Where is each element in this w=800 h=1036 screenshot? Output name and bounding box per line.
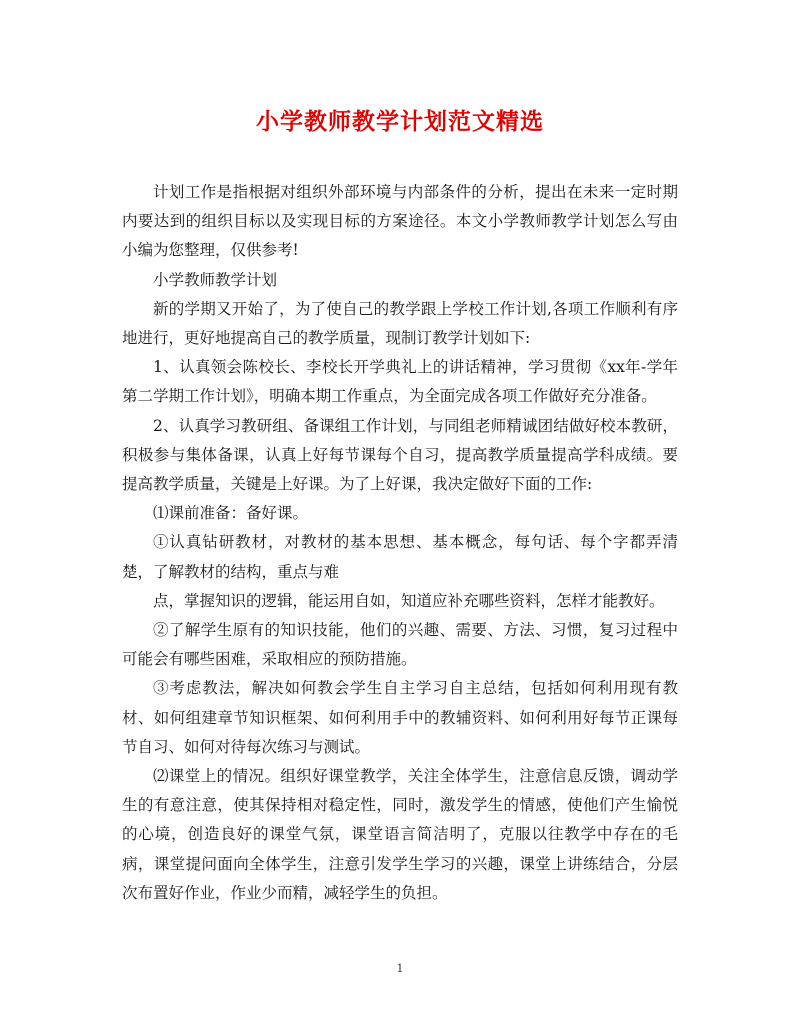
- paragraph-opening: 新的学期又开始了，为了使自己的教学跟上学校工作计划,各项工作顺利有序地进行，更好地提高自己的教学质量，现制订教学计划如下:: [122, 299, 678, 348]
- paragraph-prep-3: ③考虑教法，解决如何教会学生自主学习自主总结，包括如何利用现有教材、如何组建章节知识框架、如何利用手中的教辅资料、如何利用好每节正课每节自习、如何对待每次练习与测试。: [122, 679, 678, 756]
- paragraph-intro: 计划工作是指根据对组织外部环境与内部条件的分析，提出在未来一定时期内要达到的组织目标以及实现目标的方案途径。本文小学教师教学计划怎么写由小编为您整理，仅供参考!: [122, 183, 678, 260]
- paragraph-prep-1-cont: 点，掌握知识的逻辑，能运用自如，知道应补充哪些资料，怎样才能教好。: [153, 591, 665, 610]
- paragraph-item-2: 2、认真学习教研组、备课组工作计划，与同组老师精诚团结做好校本教研，积极参与集体备课，认真上好每节课每个自习，提高教学质量提高学科成绩。要提高教学质量，关键是上好课。为了上好课，我决定做好下面的工作:: [122, 416, 678, 494]
- paragraph-classroom: ⑵课堂上的情况。组织好课堂教学，关注全体学生，注意信息反馈，调动学生的有意注意，使其保持相对稳定性，同时，激发学生的情感，使他们产生愉悦的心境，创造良好的课堂气氛，课堂语言简洁明了，克服以往教学中存在的毛病，课堂提问面向全体学生，注意引发学生学习的兴趣，课堂上讲练结合，分层次布置好作业，作业少而精，减轻学生的负担。: [122, 767, 678, 902]
- paragraph-prep-heading: ⑴课前准备：备好课。: [153, 504, 309, 523]
- paragraph-prep-1: ①认真钻研教材，对教材的基本思想、基本概念，每句话、每个字都弄清楚，了解教材的结构，重点与难: [122, 533, 678, 581]
- document-body: [122, 178, 678, 908]
- paragraph-prep-2: ②了解学生原有的知识技能，他们的兴趣、需要、方法、习惯，复习过程中可能会有哪些困难，采取相应的预防措施。: [122, 621, 678, 669]
- document-title: 小学教师教学计划范文精选: [256, 108, 544, 135]
- paragraph-subtitle: 小学教师教学计划: [153, 270, 278, 289]
- page-number: 1: [396, 962, 404, 975]
- paragraph-item-1: 1、认真领会陈校长、李校长开学典礼上的讲话精神，学习贯彻《xx年-学年第二学期工作计划》，明确本期工作重点，为全面完成各项工作做好充分准备。: [122, 358, 678, 406]
